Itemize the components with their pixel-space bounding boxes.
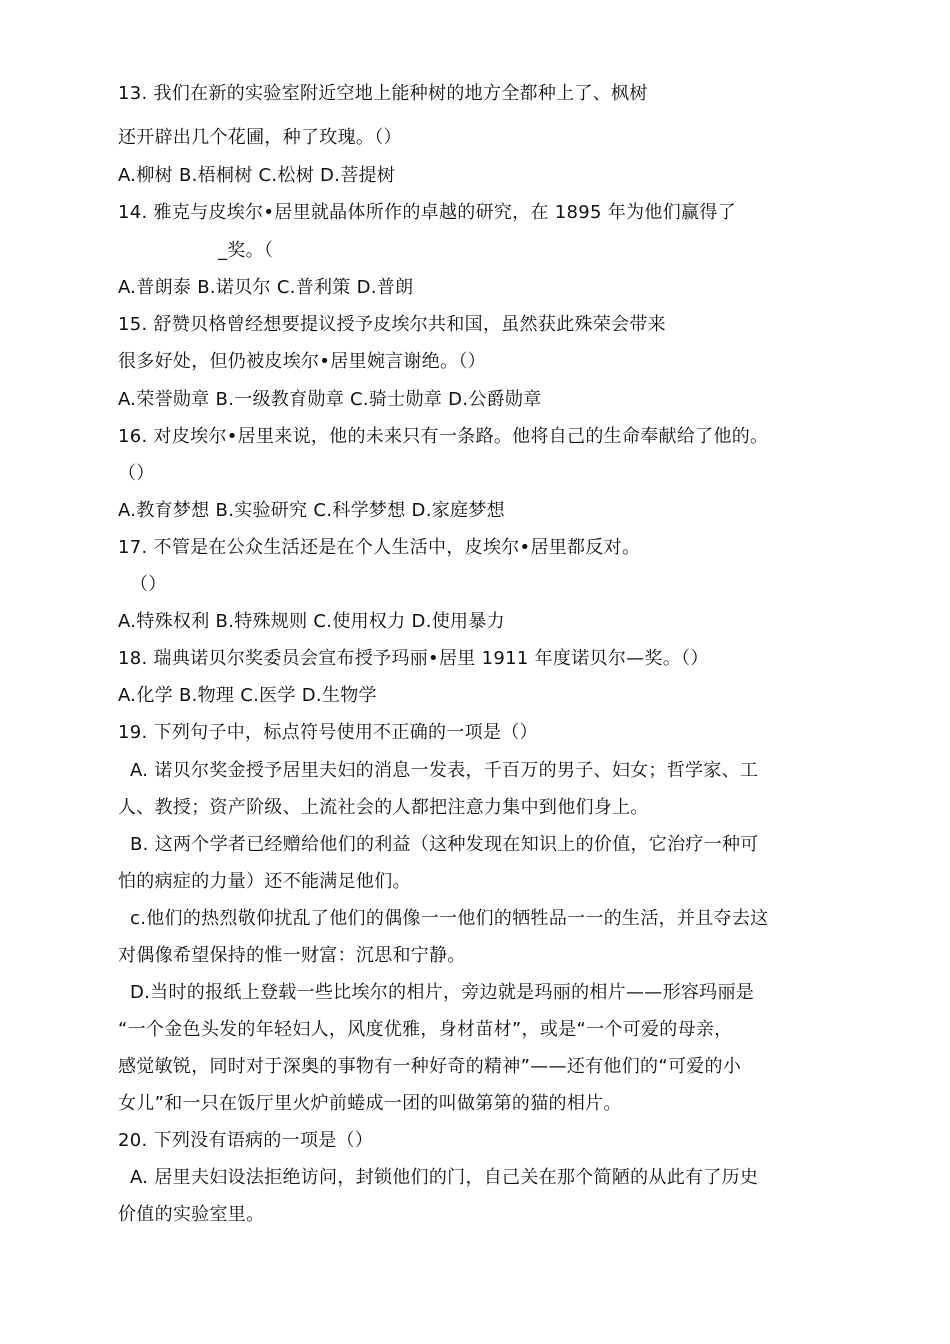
q17-options: A.特殊权利 B.特殊规则 C.使用权力 D.使用暴力 — [118, 611, 505, 632]
q19-option-d-line1: D.当时的报纸上登载一些比埃尔的相片，旁边就是玛丽的相片——形容玛丽是 — [130, 982, 755, 1003]
q14-options: A.普朗泰 B.诺贝尔 C.普利策 D.普朗 — [118, 277, 414, 298]
q15-stem-line1: 15. 舒赞贝格曾经想要提议授予皮埃尔共和国，虽然获此殊荣会带来 — [118, 314, 666, 335]
q16-stem-line2: （） — [118, 463, 155, 484]
q19-option-d-line4: 女儿”和一只在饭厅里火炉前蜷成一团的叫做第第的猫的相片。 — [118, 1093, 622, 1114]
q19-option-d-line2: “一个金色头发的年轻妇人，风度优雅，身材苗材”，或是“一个可爱的母亲， — [118, 1019, 733, 1040]
q19-option-c-line1: c.他们的热烈敬仰扰乱了他们的偶像一一他们的牺牲品一一的生活，并且夺去这 — [130, 908, 769, 929]
q17-stem-line2: （） — [130, 574, 167, 595]
q18-options: A.化学 B.物理 C.医学 D.生物学 — [118, 685, 377, 706]
q19-stem: 19. 下列句子中，标点符号使用不正确的一项是（） — [118, 722, 538, 743]
q15-stem-line2: 很多好处，但仍被皮埃尔•居里婉言谢绝。（） — [118, 351, 486, 372]
q19-option-b-line2: 怕的病症的力量）还不能满足他们。 — [118, 871, 411, 892]
q17-stem-line1: 17. 不管是在公众生活还是在个人生活中，皮埃尔•居里都反对。 — [118, 537, 641, 558]
q20-option-a-line1: A. 居里夫妇设法拒绝访问，封锁他们的门，自己关在那个简陋的从此有了历史 — [130, 1167, 759, 1188]
q14-stem-line1: 14. 雅克与皮埃尔•居里就晶体所作的卓越的研究，在 1895 年为他们赢得了 — [118, 202, 736, 223]
q16-options: A.教育梦想 B.实验研究 C.科学梦想 D.家庭梦想 — [118, 500, 505, 521]
q19-option-b-line1: B. 这两个学者已经赠给他们的利益（这种发现在知识上的价值，它治疗一种可 — [130, 834, 759, 855]
q14-stem-line2: _奖。（ — [218, 240, 274, 261]
q20-stem: 20. 下列没有语病的一项是（） — [118, 1130, 374, 1151]
q16-stem-line1: 16. 对皮埃尔•居里来说，他的未来只有一条路。他将自己的生命奉献给了他的。 — [118, 426, 769, 447]
q13-stem-line2: 还开辟出几个花圃，种了玫瑰。（） — [118, 127, 402, 148]
q19-option-d-line3: 感觉敏锐，同时对于深奥的事物有一种好奇的精神”——还有他们的“可爱的小 — [118, 1056, 742, 1077]
q19-option-a-line1: A. 诺贝尔奖金授予居里夫妇的消息一发表，千百万的男子、妇女；哲学家、工 — [130, 760, 759, 781]
q19-option-c-line2: 对偶像希望保持的惟一财富：沉思和宁静。 — [118, 945, 466, 966]
q19-option-a-line2: 人、教授；资产阶级、上流社会的人都把注意力集中到他们身上。 — [118, 797, 649, 818]
q13-options: A.柳树 B.梧桐树 C.松树 D.菩提树 — [118, 165, 396, 186]
q20-option-a-line2: 价值的实验室里。 — [118, 1204, 265, 1225]
q13-stem-line1: 13. 我们在新的实验室附近空地上能种树的地方全都种上了、枫树 — [118, 83, 648, 104]
q18-stem: 18. 瑞典诺贝尔奖委员会宣布授予玛丽•居里 1911 年度诺贝尔—奖。（） — [118, 648, 709, 669]
q15-options: A.荣誉勋章 B.一级教育勋章 C.骑士勋章 D.公爵勋章 — [118, 389, 542, 410]
